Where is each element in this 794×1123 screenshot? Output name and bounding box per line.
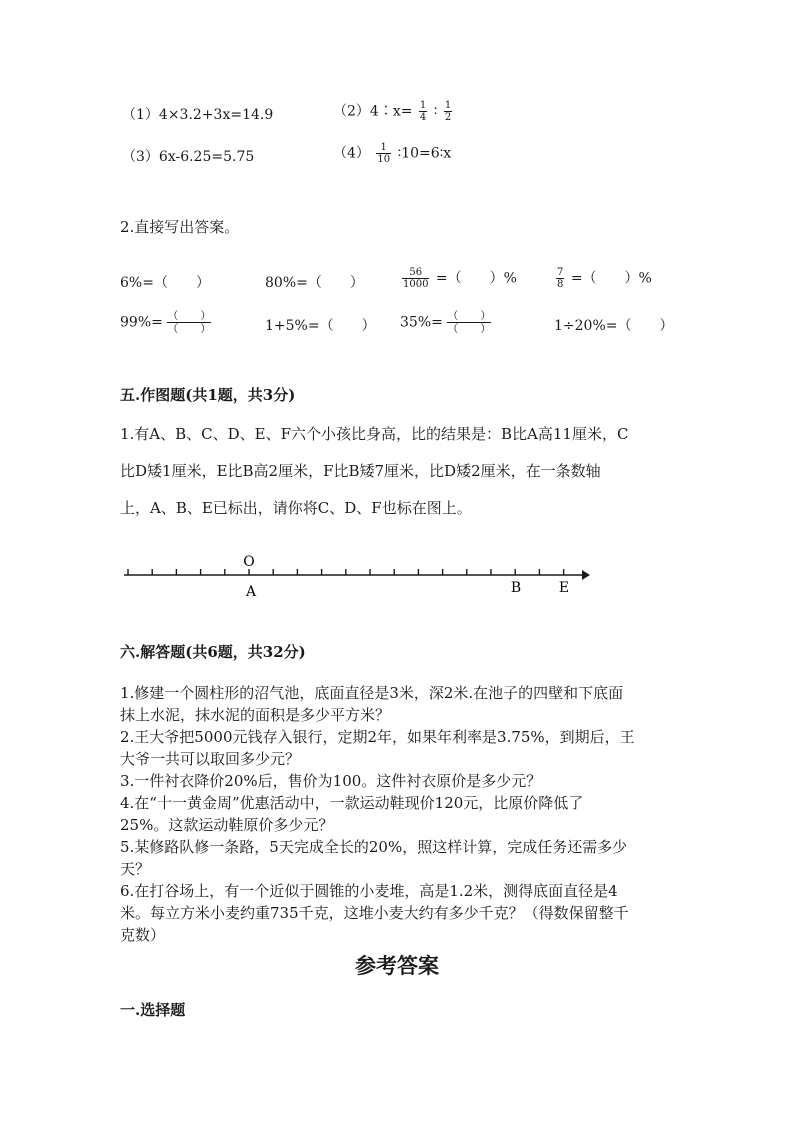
problem-line: 25%。这款运动鞋原价多少元？ xyxy=(120,816,334,834)
number-line xyxy=(110,548,610,604)
q2-item-56-over-1000 xyxy=(400,267,517,290)
section-6-heading: 六.解答题(共6题，共32分) xyxy=(120,643,306,661)
problem-line: 1.修建一个圆柱形的沼气池，底面直径是3米，深2米.在池子的四壁和下底面 xyxy=(120,684,624,702)
equation-2 xyxy=(333,100,454,123)
equation-4-prefix: （4） xyxy=(333,145,370,162)
q2-item-35-prefix: 35%= xyxy=(400,314,443,331)
problem-line: 4.在“十一黄金周”优惠活动中，一款运动鞋现价120元，比原价降低了 xyxy=(120,794,584,812)
problem-line: 抹上水泥，抹水泥的面积是多少平方米？ xyxy=(120,706,391,724)
problem-line: 大爷一共可以取回多少元？ xyxy=(120,750,301,768)
problem-line: 克数） xyxy=(120,926,166,944)
fraction-56-over-1000: $\frac{56}{1000}$ xyxy=(403,267,429,290)
section-6-problems xyxy=(120,682,680,946)
blank-fraction: $\frac{( )}{( )}$ xyxy=(447,309,492,335)
equation-3: （3）6x-6.25=5.75 xyxy=(122,149,255,165)
problem-line: 米。每立方米小麦约重735千克，这堆小麦大约有多少千克？（得数保留整千 xyxy=(120,904,629,922)
section-5-line-3: 上，A、B、E已标出，请你将C、D、F也标在图上。 xyxy=(120,499,472,517)
fraction-7-over-8: $\frac{7}{8}$ xyxy=(557,267,564,290)
q2-item-99-prefix: 99%= xyxy=(120,314,163,331)
fraction-one-tenth: $\frac{1}{10}$ xyxy=(377,142,391,165)
label-b: B xyxy=(510,580,522,596)
section-5-line-1: 1.有A、B、C、D、E、F六个小孩比身高，比的结果是：B比A高11厘米，C xyxy=(120,425,629,443)
label-a: A xyxy=(245,584,257,600)
q2-item-99-percent xyxy=(120,310,211,335)
section-5-line-2: 比D矮1厘米，E比B高2厘米，F比B矮7厘米，比D矮2厘米，在一条数轴 xyxy=(120,462,601,480)
problem-line: 6.在打谷场上，有一个近似于圆锥的小麦堆，高是1.2米，测得底面直径是4 xyxy=(120,882,618,900)
fraction-one-half: $\frac{1}{2}$ xyxy=(444,100,452,123)
answers-subheading: 一.选择题 xyxy=(120,1001,186,1019)
question-2-title: 2.直接写出答案。 xyxy=(120,218,240,236)
origin-label: O xyxy=(243,554,255,570)
problem-line: 2.王大爷把5000元钱存入银行，定期2年，如果年利率是3.75%，到期后，王 xyxy=(120,728,635,746)
q2-item-56-suffix: =（ ）% xyxy=(435,270,517,287)
equation-4 xyxy=(333,142,451,165)
fraction-one-quarter: $\frac{1}{4}$ xyxy=(419,100,427,123)
problem-line: 3.一件衬衣降价20%后，售价为100。这件衬衣原价是多少元？ xyxy=(120,772,542,790)
q2-item-6-percent: 6%=（ ） xyxy=(120,275,210,291)
q2-item-1-plus-5-percent: 1+5%=（ ） xyxy=(265,318,376,334)
ratio-colon: ∶ xyxy=(433,103,438,120)
problem-line: 5.某修路队修一条路，5天完成全长的20%，照这样计算，完成任务还需多少 xyxy=(120,838,628,856)
q2-item-7-8-suffix: =（ ）% xyxy=(570,270,652,287)
equation-4-suffix: ∶10=6∶x xyxy=(397,145,452,162)
q2-item-35-percent xyxy=(400,310,491,335)
q2-item-80-percent: 80%=（ ） xyxy=(265,275,364,291)
equation-2-prefix: （2）4∶x= xyxy=(333,103,413,120)
arrow-right-icon xyxy=(582,570,590,580)
equation-1: （1）4×3.2+3x=14.9 xyxy=(122,107,274,123)
q2-item-1-div-20-percent: 1÷20%=（ ） xyxy=(554,318,674,334)
label-e: E xyxy=(558,580,570,596)
q2-item-7-over-8 xyxy=(554,267,652,290)
number-line-ticks xyxy=(128,569,564,575)
blank-fraction: $\frac{( )}{( )}$ xyxy=(167,309,212,335)
problem-line: 天？ xyxy=(120,860,151,878)
answers-title: 参考答案 xyxy=(355,954,439,978)
section-5-heading: 五.作图题(共1题，共3分) xyxy=(120,386,296,404)
